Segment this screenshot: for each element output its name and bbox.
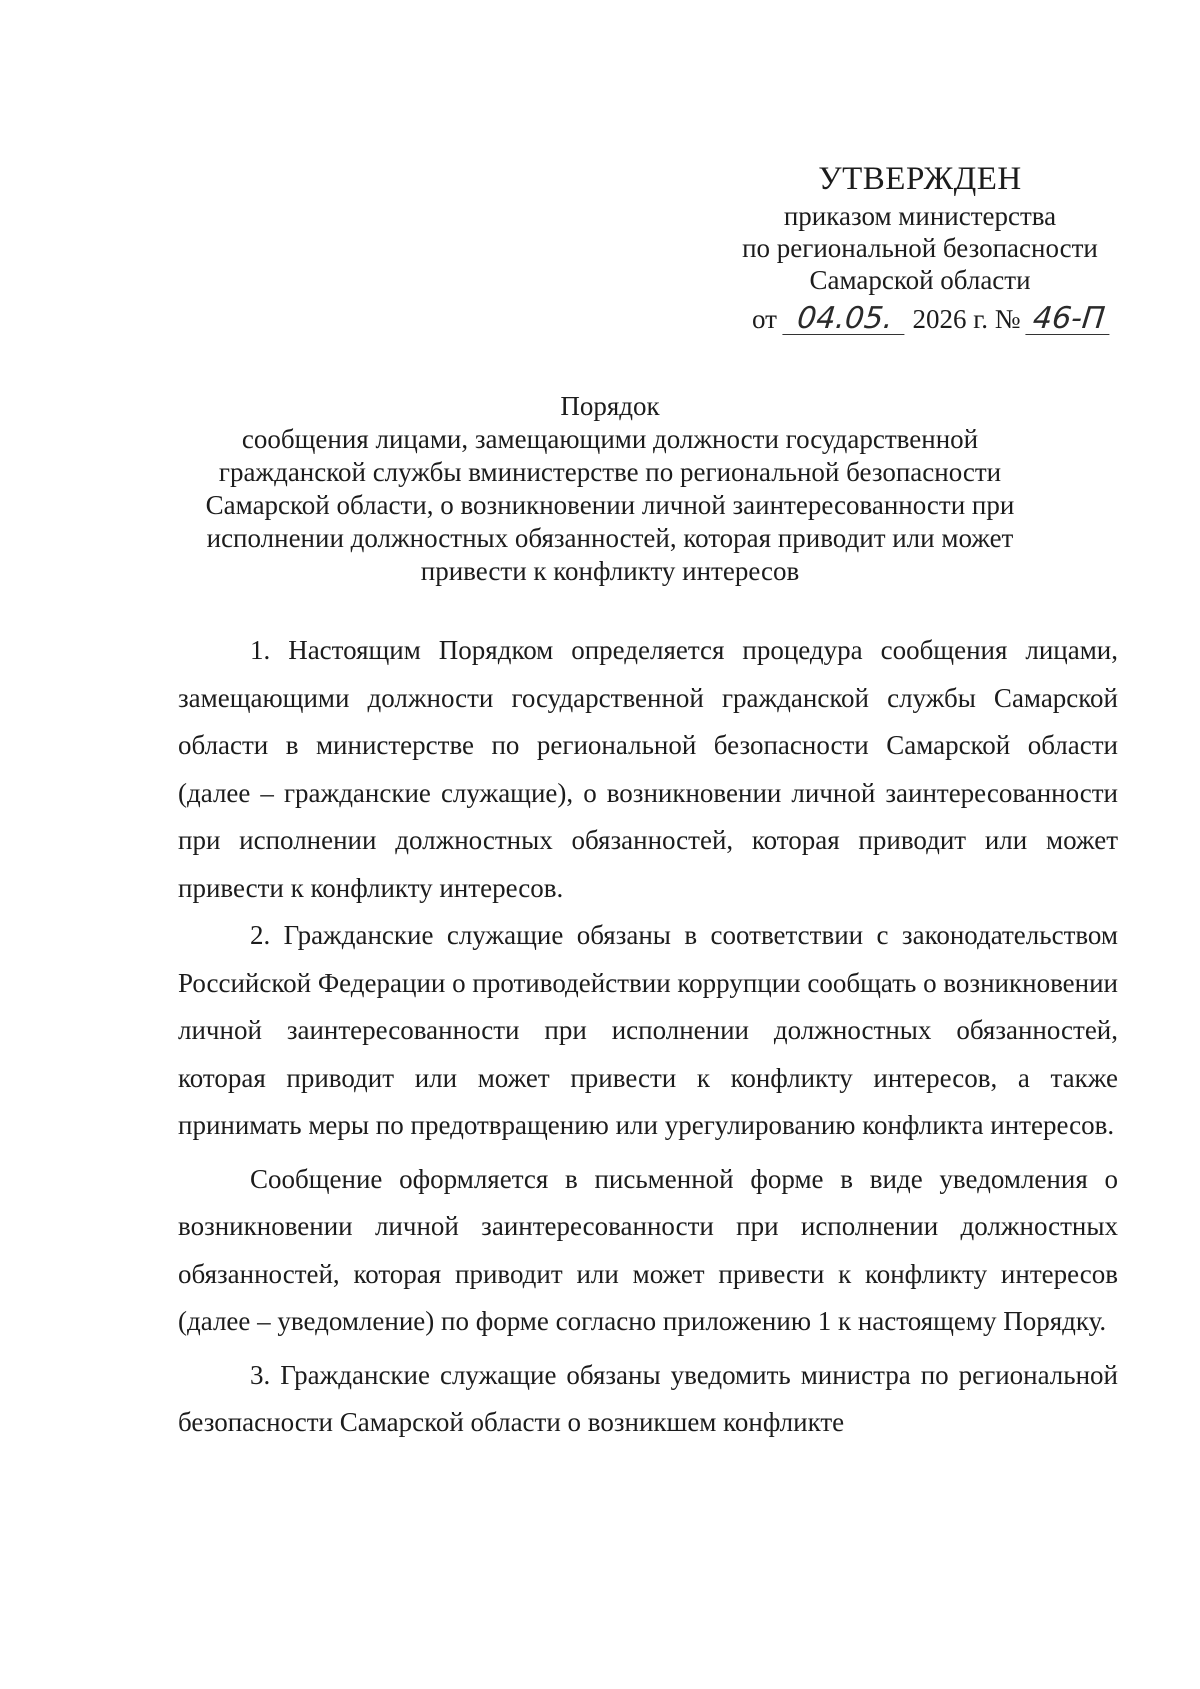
title-line-4: исполнении должностных обязанностей, которая приводит или может [206, 523, 1014, 553]
handwritten-order-number: 46-П [1026, 304, 1113, 335]
title-line-5: привести к конфликту интересов [420, 556, 800, 586]
from-label: от [752, 304, 777, 334]
title-heading: Порядок [560, 391, 660, 421]
approved-heading: УТВЕРЖДЕН [818, 161, 1022, 197]
approval-block [720, 158, 1120, 296]
title-line-3: Самарской области, о возникновении личной заинтересованности при [205, 490, 1015, 520]
paragraph-4: 3. Гражданские служащие обязаны уведомить министра по региональной безопасности Самарской области о возникшем конфликте [178, 1359, 1118, 1437]
title-line-1: сообщения лицами, замещающими должности государственной [241, 424, 979, 454]
order-date-number-line [752, 302, 1111, 336]
paragraph-3: Сообщение оформляется в письменной форме в виде уведомления о возникновении личной заинтересованности при исполнении должностных обязанностей, которая приводит или может привести к конфликту интересов (далее – уведомление) по форме согласно приложению 1 к настоящему Порядку. [178, 1163, 1118, 1336]
title-line-2: гражданской службы вминистерстве по региональной безопасности [218, 457, 1002, 487]
paragraph-2: 2. Гражданские служащие обязаны в соответствии с законодательством Российской Федерации о противодействии коррупции сообщать о возникновении личной заинтересованности при исполнении должностных обязанностей, которая приводит или может привести к конфликту интересов, а также принимать меры по предотвращению или урегулированию конфликта интересов. [178, 920, 1118, 1140]
paragraph-1: 1. Настоящим Порядком определяется процедура сообщения лицами, замещающими должности государственной гражданской службы Самарской области в министерстве по региональной безопасности Самарской области (далее – гражданские служащие), о возникновении личной заинтересованности при исполнении должностных обязанностей, которая приводит или может привести к конфликту интересов. [178, 635, 1118, 903]
approval-line-2: по региональной безопасности [742, 233, 1098, 263]
approval-line-3: Самарской области [809, 265, 1031, 295]
handwritten-date: 04.05. [782, 304, 907, 335]
approval-line-1: приказом министерства [783, 201, 1057, 231]
document-body [178, 627, 1118, 1447]
year-number-label: 2026 г. № [912, 304, 1021, 334]
document-title [180, 390, 1040, 588]
